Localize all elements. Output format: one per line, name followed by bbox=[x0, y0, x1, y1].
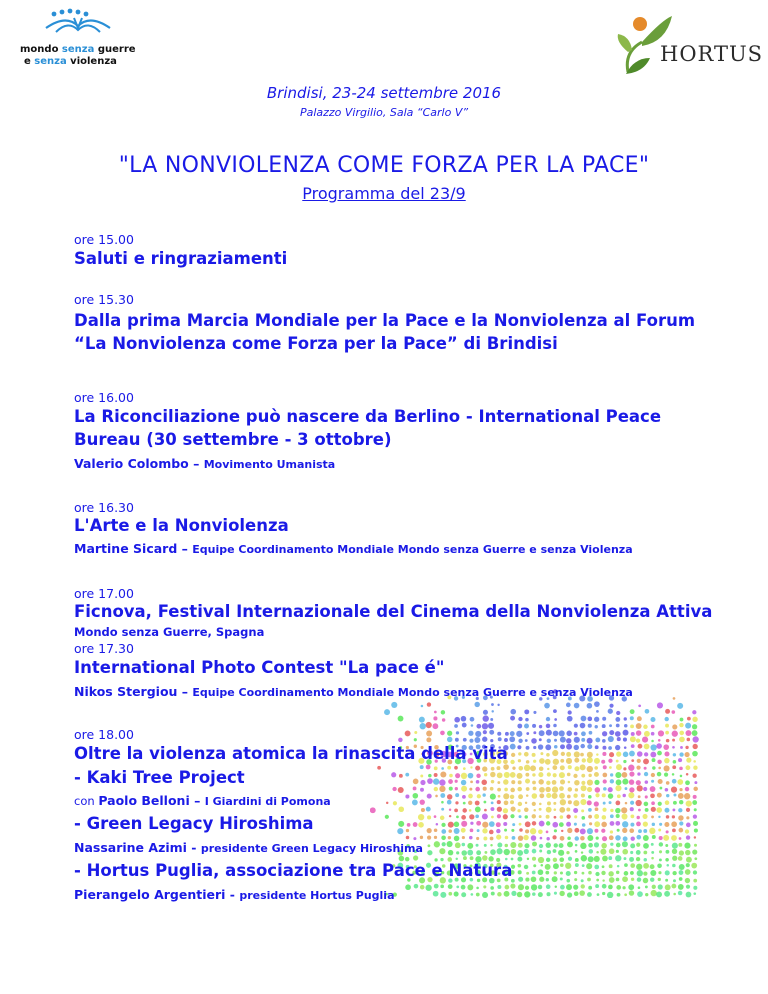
speaker-role: Movimento Umanista bbox=[203, 458, 336, 471]
title-item-1: Saluti e ringraziamenti bbox=[74, 249, 288, 268]
title-item-6: International Photo Contest "La pace é" bbox=[74, 658, 445, 677]
logo-left-text-1a: mondo bbox=[20, 44, 62, 55]
time-item-5: ore 17.00 bbox=[74, 586, 134, 601]
speaker-green-legacy bbox=[74, 840, 423, 855]
title-item-2-line-2: “La Nonviolenza come Forza per la Pace” di Brindisi bbox=[74, 334, 558, 353]
event-date: Brindisi, 23-24 settembre 2016 bbox=[266, 84, 502, 102]
speaker-name: Nikos Stergiou – bbox=[74, 684, 193, 699]
title-item-5: Ficnova, Festival Internazionale del Cinema della Nonviolenza Attiva bbox=[74, 602, 713, 621]
time-item-7: ore 18.00 bbox=[74, 727, 134, 742]
speaker-role: presidente Green Legacy Hiroshima bbox=[200, 842, 423, 855]
logo-hortus bbox=[614, 12, 764, 78]
logo-mondo-senza-guerre bbox=[18, 6, 142, 76]
subtitle-green-legacy: - Green Legacy Hiroshima bbox=[74, 814, 314, 833]
subtitle-hortus-puglia: - Hortus Puglia, associazione tra Pace e Natura bbox=[74, 861, 513, 880]
logo-left-text-1c: guerre bbox=[94, 44, 136, 55]
title-item-3-line-1: La Riconciliazione può nascere da Berlino - International Peace bbox=[74, 407, 662, 426]
speaker-item-4 bbox=[74, 541, 633, 556]
speaker-role: Equipe Coordinamento Mondiale Mondo senza Guerre e senza Violenza bbox=[192, 543, 633, 556]
speaker-item-3 bbox=[74, 456, 335, 471]
speaker-kaki-tree bbox=[74, 793, 331, 808]
title-item-7: Oltre la violenza atomica la rinascita della vita bbox=[74, 744, 508, 763]
speaker-prefix: con bbox=[74, 794, 99, 808]
subtitle-kaki-tree: - Kaki Tree Project bbox=[74, 768, 245, 787]
speaker-name: Nassarine Azimi - bbox=[74, 840, 201, 855]
people-figures-icon bbox=[18, 6, 142, 42]
speaker-role: I Giardini di Pomona bbox=[204, 795, 331, 808]
time-item-1: ore 15.00 bbox=[74, 232, 134, 247]
time-item-6: ore 17.30 bbox=[74, 641, 134, 656]
time-item-3: ore 16.00 bbox=[74, 390, 134, 405]
speaker-item-5: Mondo senza Guerre, Spagna bbox=[74, 625, 265, 639]
program-subtitle: Programma del 23/9 bbox=[302, 184, 466, 203]
speaker-name: Martine Sicard – bbox=[74, 541, 193, 556]
title-item-2-line-1: Dalla prima Marcia Mondiale per la Pace e la Nonviolenza al Forum bbox=[74, 311, 696, 330]
page-title: "LA NONVIOLENZA COME FORZA PER LA PACE" bbox=[118, 153, 650, 178]
logo-left-text-2a: e bbox=[24, 56, 35, 67]
logo-left-text-2c: violenza bbox=[66, 56, 117, 67]
speaker-role: presidente Hortus Puglia bbox=[239, 889, 395, 902]
speaker-item-6 bbox=[74, 684, 633, 699]
title-item-3-line-2: Bureau (30 settembre - 3 ottobre) bbox=[74, 430, 392, 449]
event-venue: Palazzo Virgilio, Sala “Carlo V” bbox=[299, 106, 469, 119]
hortus-logo-text: HORTUS bbox=[660, 42, 764, 66]
time-item-4: ore 16.30 bbox=[74, 500, 134, 515]
title-item-4: L'Arte e la Nonviolenza bbox=[74, 516, 289, 535]
logo-left-text-1b: senza bbox=[61, 44, 95, 55]
speaker-name: Pierangelo Argentieri - bbox=[74, 887, 240, 902]
speaker-hortus-puglia bbox=[74, 887, 395, 902]
speaker-name: Valerio Colombo – bbox=[74, 456, 204, 471]
logo-left-text-2b: senza bbox=[34, 56, 67, 67]
speaker-name: Paolo Belloni – bbox=[98, 793, 205, 808]
time-item-2: ore 15.30 bbox=[74, 292, 134, 307]
speaker-role: Equipe Coordinamento Mondiale Mondo senza Guerre e senza Violenza bbox=[192, 686, 633, 699]
